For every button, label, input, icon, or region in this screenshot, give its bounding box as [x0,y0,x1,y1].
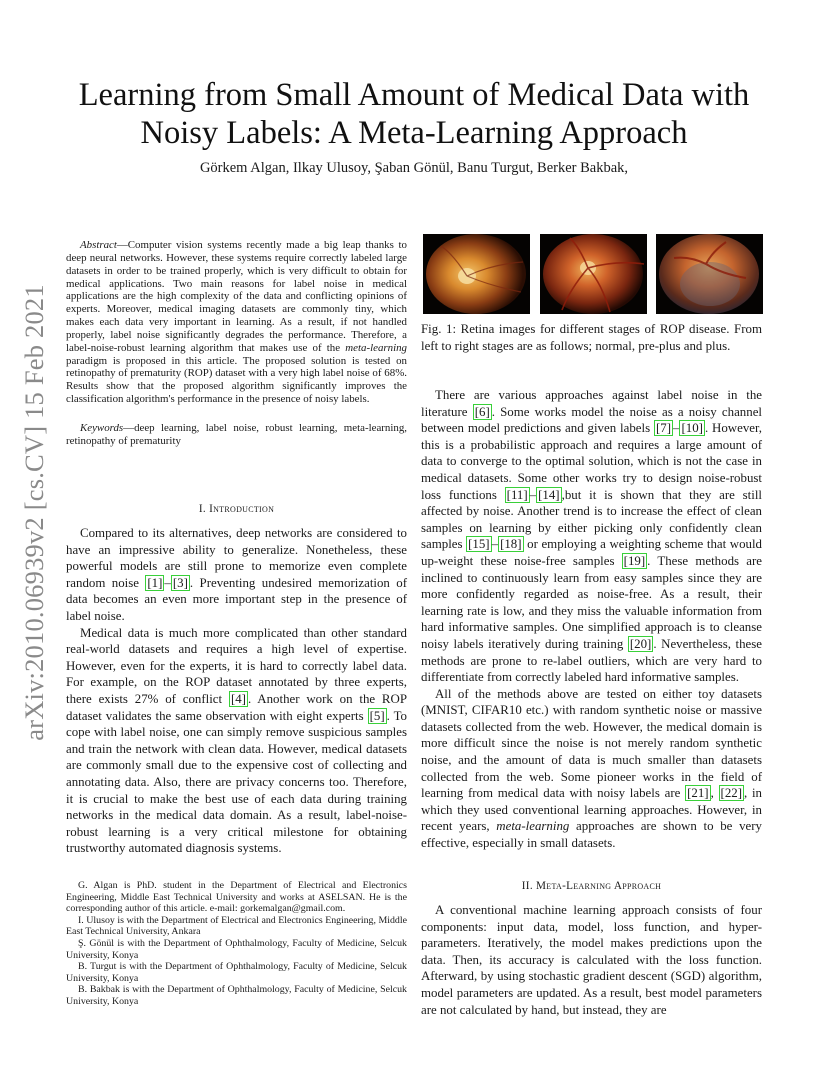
abstract-text-b: paradigm is proposed in this article. The proposed solution is tested on retinopathy of prematurity (ROP) dataset with a very high label noise of 68%. Results show that the proposed algorithm significantly improves the classification algorithm's performance in the presence of noisy labels. [66,354,407,406]
arxiv-stamp: arXiv:2010.06939v2 [cs.CV] 15 Feb 2021 [18,283,49,741]
footnote: B. Bakbak is with the Department of Ophthalmology, Faculty of Medicine, Selcuk University, Konya [66,984,407,1007]
footnote: I. Ulusoy is with the Department of Electrical and Electronics Engineering, Middle East Technical University, Ankara [66,914,407,938]
related-work-body [421,387,762,852]
section-heading-meta-learning: II. Meta-Learning Approach [521,880,662,892]
meta-learning-body [421,902,762,1018]
citation-link[interactable]: [10] [681,421,703,436]
footnote: B. Turgut is with the Department of Ophthalmology, Faculty of Medicine, Selcuk University, Konya [66,961,407,984]
abstract-label: Abstract [80,239,117,251]
intro-paragraph-1: Compared to its alternatives, deep networks are considered to have an impressive ability to generalize. Nonetheless, these powerful models are still prone to memorize even complete random noise [1] – [3] . Preventing undesired memorization of data becomes an even more important step in the presence of label noise. [66,526,407,623]
section-heading-introduction: I. Introduction [198,503,275,515]
citation-link[interactable]: [18] [500,537,522,552]
author-list: Görkem Algan, Ilkay Ulusoy, Şaban Gönül, Banu Turgut, Berker Bakbak, [199,160,629,176]
related-paragraph-2: All of the methods above are tested on either toy datasets (MNIST, CIFAR10 etc.) with random synthetic noise or massive datasets collected from the web. However, the medical domain is more difficult since the noise is not merely random synthetic noise, and the amount of data is much smaller than datasets collected from the web. Some pioneer works in the field of learning from medical data with noisy labels are [21] , [22] , in which they used conventional learning approaches. However, in recent years, meta-learning approaches are shown to be very effective, especially in small datasets. [421,686,762,851]
abstract-emphasis: meta-learning [345,341,407,354]
intro-paragraph-2: Medical data is much more complicated than other standard real-world datasets and requires a high level of expertise. However, even for the experts, it is hard to correctly label data. For example, on the ROP dataset annotated by three experts, there exists 27% of conflict [4] . Another work on the ROP dataset validates the same observation with eight experts [5] . To cope with label noise, one can simply remove suspicious samples and train the network with clean data. However, medical datasets are commonly small due to the expensive cost of collecting and annotating data. Also, there are privacy concerns too. Therefore, it is crucial to make the best use of each data during training networks in the medical data domain. As a result, label-noise-robust learning is a very critical milestone for obtaining trustworthy automated diagnosis systems. [66,625,407,856]
citation-link[interactable]: [19] [623,553,646,568]
abstract [66,239,407,406]
abstract-text-a: —Computer vision systems recently made a big leap thanks to deep neural networks. However, these systems require correctly labeled large datasets in order to be trained properly, which is very difficult to obtain for medical applications. Two main reasons for label noise in medical applications are the high complexity of the data and conflicting opinions of experts. Moreover, medical imaging datasets are commonly tiny, which makes each data very important in learning. As a result, if not handled properly, label noise significantly degrades the performance. Therefore, a label-noise-robust learning algorithm that makes use of the [66,239,407,354]
citation-link[interactable]: [21] [687,786,709,801]
keywords-label: Keywords [80,422,124,434]
footnote: G. Algan is PhD. student in the Department of Electrical and Electronics Engineering, Middle East Technical University and works at ASELSAN. He is the corresponding author of this article. e-mail: gorkemalgan@gmail.com. [66,880,407,915]
keywords [66,422,407,448]
citation-link[interactable]: [5] [369,708,385,723]
citation-link[interactable]: [11] [506,487,528,502]
citation-link[interactable]: [15] [468,537,490,552]
related-paragraph-1: There are various approaches against label noise in the literature [6] . Some works model the noise as a noisy channel between model predictions and given labels [7] – [10] . However, this is a probabilistic approach and requires a large amount of data to converge to the optimal solution, which is not the case in medical datasets. Some other works try to design noise-robust loss functions [11] – [14] ,but it is shown that they are still affected by noise. Another trend is to increase the effect of clean samples on learning by either picking only confidently clean samples [15] – [18] or employing a weighting scheme that would up-weight these noise-free samples [19] . These methods are inclined to continuously learn from easy samples since they are more confidently regarded as noise-free. As a result, their learning rate is low, and they miss the valuable information from hard informative samples. One simplified approach is to cleanse noisy labels iteratively during training [20] . Nevertheless, these methods are prone to re-label outliers, which are very hard to differentiate from correctly labeled hard informative samples. [421,388,763,685]
citation-link[interactable]: [3] [172,575,188,590]
author-footnotes [66,880,407,1008]
meta-paragraph-1: A conventional machine learning approach consists of four components: input data, model, loss function, and hyper-parameters. Iteratively, the model makes predictions upon the data. Then, its accuracy is calculated with the loss function. Afterward, by using stochastic gradient descent (SGD) algorithm, model parameters are updated. As a result, best model parameters are not calculated by hand, but instead, they are [421,903,762,1017]
citation-link[interactable]: [22] [720,786,743,801]
citation-link[interactable]: [6] [474,404,490,419]
retina-plus-image [656,234,763,314]
keywords-text: —deep learning, label noise, robust learning, meta-learning, retinopathy of prematurity [66,422,407,447]
citation-link[interactable]: [20] [629,636,652,651]
retina-normal-image [423,234,530,314]
figure-caption: Fig. 1: Retina images for different stages of ROP disease. From left to right stages are as follows; normal, pre-plus and plus. [421,322,762,353]
citation-link[interactable]: [1] [147,575,163,590]
citation-link[interactable]: [4] [230,691,246,706]
retina-pre-plus-image [540,234,647,314]
figure-1-images [423,234,763,314]
citation-link[interactable]: [14] [538,487,560,502]
paper-title: Learning from Small Amount of Medical Data with Noisy Labels: A Meta-Learning Approach [78,77,750,151]
citation-link[interactable]: [7] [655,421,672,436]
introduction-body [66,525,407,857]
footnote: Ş. Gönül is with the Department of Ophthalmology, Faculty of Medicine, Selcuk University, Konya [66,937,407,961]
